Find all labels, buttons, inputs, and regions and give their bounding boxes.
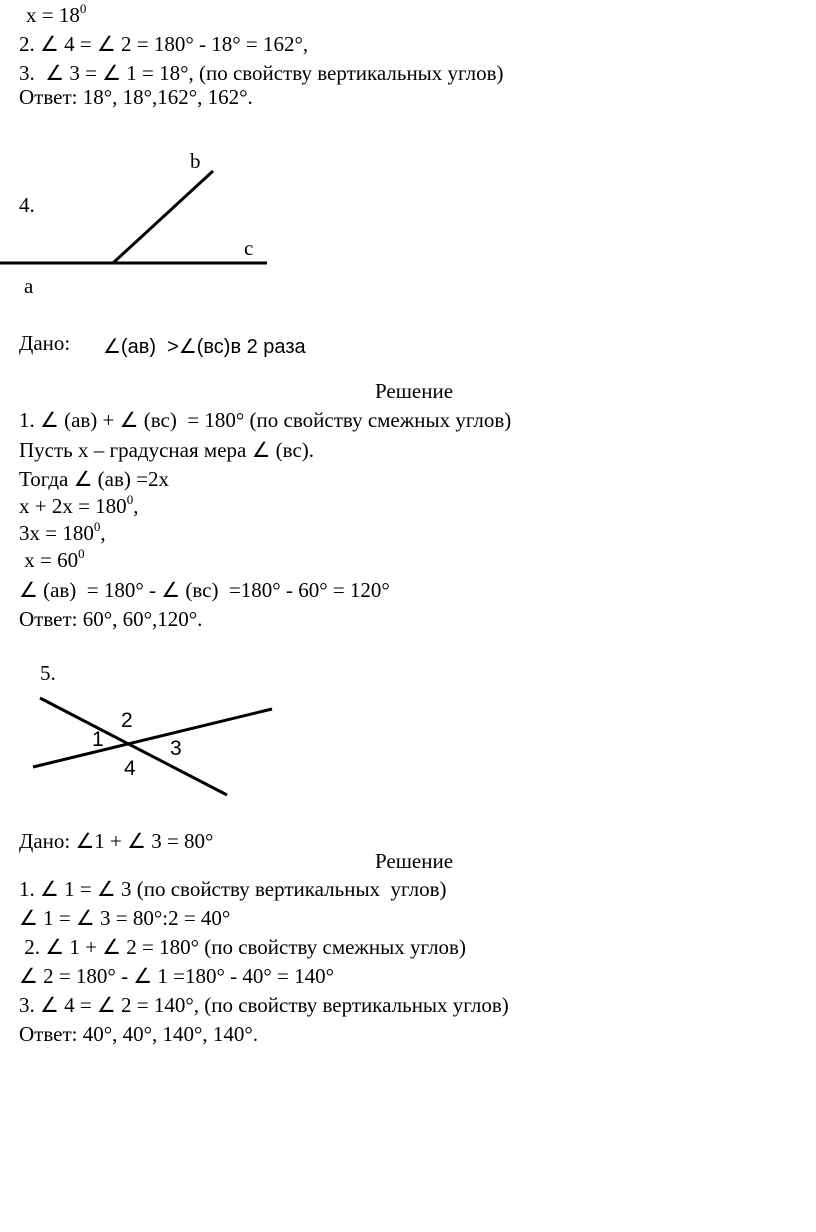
- angle-label-4: 4: [124, 757, 136, 780]
- ray-label-b: b: [190, 149, 201, 173]
- superscript: 0: [126, 492, 134, 507]
- solution-line: 1. ∠ (ав) + ∠ (вс) = 180° (по свойству смежных углов): [19, 408, 512, 432]
- solution-line: 3. ∠ 4 = ∠ 2 = 140°, (по свойству вертикальных углов): [19, 993, 509, 1017]
- ray-label-c: c: [244, 236, 254, 260]
- superscript: 0: [78, 546, 85, 561]
- answer-line: Ответ: 60°, 60°,120°.: [19, 607, 203, 631]
- equation-tail: ,: [100, 521, 106, 545]
- given-label-4: Дано:: [19, 331, 71, 355]
- problem-4-number: 4.: [19, 193, 35, 217]
- solution-step-2: 2. ∠ 4 = ∠ 2 = 180° - 18° = 162°,: [19, 32, 309, 56]
- solution-title-5: Решение: [375, 849, 454, 873]
- angle-label-3: 3: [170, 737, 182, 760]
- solution-line: ∠ 1 = ∠ 3 = 80°:2 = 40°: [19, 906, 231, 930]
- adjacent-angles-figure: [0, 171, 267, 263]
- ray-label-a: a: [24, 274, 34, 298]
- angle-label-1: 1: [92, 728, 104, 751]
- angle-label-2: 2: [121, 709, 133, 732]
- solution-title-4: Решение: [375, 379, 454, 403]
- line-one: [33, 709, 272, 767]
- solution-line: Тогда ∠ (ав) =2х: [19, 467, 169, 491]
- equation-text: 3х = 180: [19, 521, 94, 545]
- equation-x-text: x = 18: [26, 3, 80, 27]
- solution-line: [19, 547, 85, 573]
- solution-line: 1. ∠ 1 = ∠ 3 (по свойству вертикальных углов): [19, 877, 447, 901]
- equation-text: х + 2х = 180: [19, 494, 127, 518]
- equation-text: х = 60: [19, 548, 79, 572]
- solution-line: ∠ (ав) = 180° - ∠ (вс) =180° - 60° = 120°: [19, 578, 390, 602]
- ray-b: [113, 171, 213, 263]
- answer-line: Ответ: 40°, 40°, 140°, 140°.: [19, 1022, 259, 1046]
- solution-step-3: 3. ∠ 3 = ∠ 1 = 18°, (по свойству вертикальных углов): [19, 61, 504, 85]
- problem-5-number: 5.: [40, 661, 56, 685]
- solution-line: ∠ 2 = 180° - ∠ 1 =180° - 40° = 140°: [19, 964, 335, 988]
- solution-line: [19, 520, 106, 546]
- solution-line: 2. ∠ 1 + ∠ 2 = 180° (по свойству смежных углов): [19, 935, 466, 959]
- solution-line: Пусть х – градусная мера ∠ (вс).: [19, 438, 315, 462]
- equation-tail: ,: [133, 494, 139, 518]
- solution-line: [19, 493, 138, 519]
- answer-line: Ответ: 18°, 18°,162°, 162°.: [19, 85, 253, 109]
- superscript: 0: [93, 519, 101, 534]
- given-5: Дано: ∠1 + ∠ 3 = 80°: [19, 829, 214, 853]
- superscript: 0: [79, 1, 87, 16]
- intersecting-lines-figure: [33, 698, 272, 795]
- given-text-4: ∠(ав) >∠(вс)в 2 раза: [103, 336, 306, 358]
